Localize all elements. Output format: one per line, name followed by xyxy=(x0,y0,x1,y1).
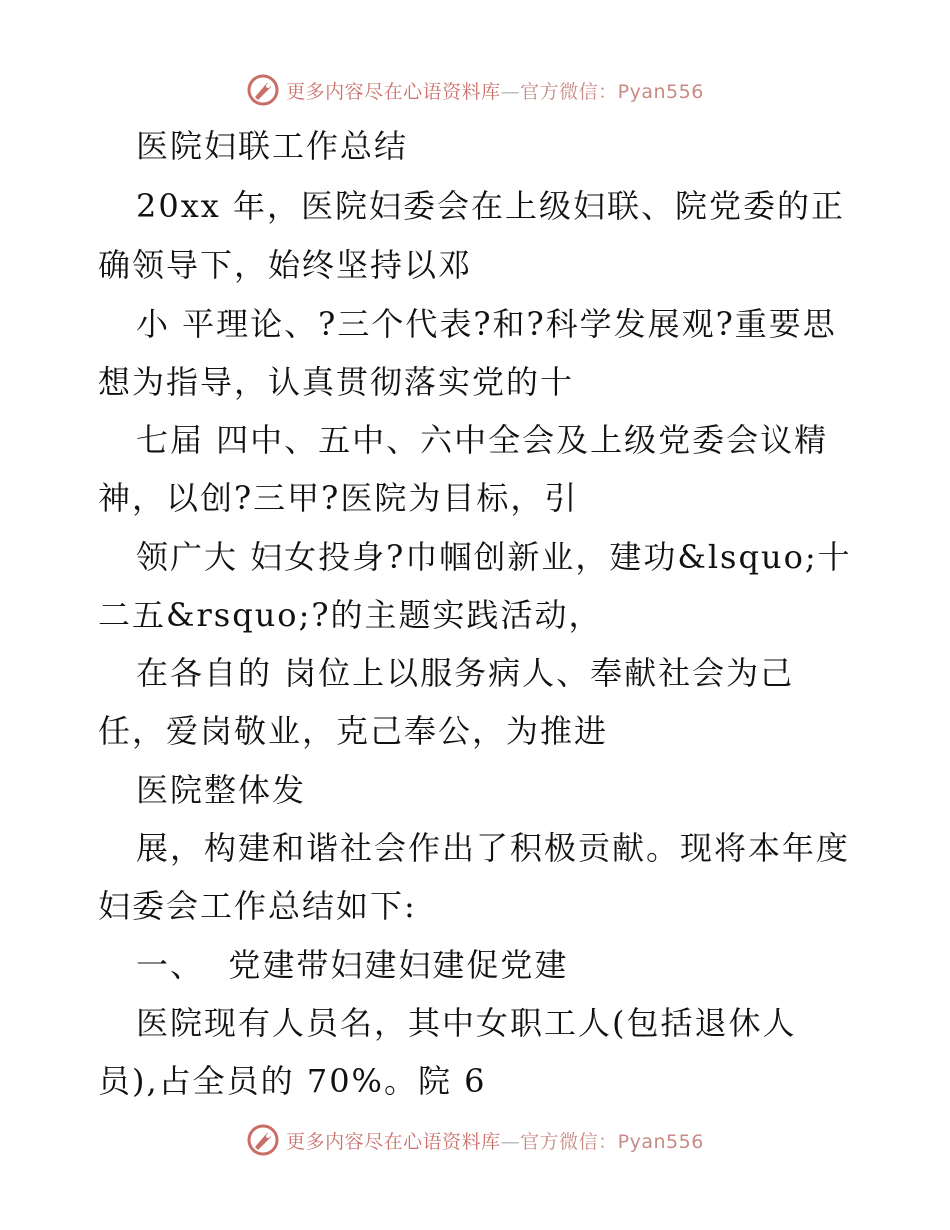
banner-contact-text: 官方微信：Pyan556 xyxy=(520,1130,704,1153)
paragraph-line: 二五&rsquo;?的主题实践活动， xyxy=(98,596,603,634)
pen-nib-circle-icon xyxy=(246,1123,280,1157)
paragraph-line: 小 平理论、?三个代表?和?科学发展观?重要思 xyxy=(136,305,837,343)
paragraph-line: 七届 四中、五中、六中全会及上级党委会议精 xyxy=(136,421,829,459)
footer-banner xyxy=(0,1120,950,1160)
paragraph-line: 领广大 妇女投身?巾帼创新业，建功&lsquo;十 xyxy=(136,538,852,576)
paragraph-line: 任，爱岗敬业，克己奉公，为推进 xyxy=(98,712,609,750)
paragraph-line: 确领导下，始终坚持以邓 xyxy=(98,246,473,284)
banner-separator: — xyxy=(500,1130,521,1153)
paragraph-line: 妇委会工作总结如下: xyxy=(98,887,417,925)
paragraph-line: 医院整体发 xyxy=(136,771,307,809)
paragraph-line: 展，构建和谐社会作出了积极贡献。现将本年度 xyxy=(136,829,851,867)
banner-separator: — xyxy=(500,80,521,103)
paragraph-line: 20xx 年，医院妇委会在上级妇联、院党委的正 xyxy=(136,187,845,225)
document-title: 医院妇联工作总结 xyxy=(136,127,409,165)
paragraph-line: 在各自的 岗位上以服务病人、奉献社会为己 xyxy=(136,654,795,692)
paragraph-line: 医院现有人员名，其中女职工人(包括退休人 xyxy=(136,1004,797,1042)
banner-contact-text: 官方微信：Pyan556 xyxy=(520,80,704,103)
paragraph-line: 员),占全员的 70%。院 6 xyxy=(98,1062,487,1100)
paragraph-line: 想为指导，认真贯彻落实党的十 xyxy=(98,363,575,401)
paragraph-line: 神，以创?三甲?医院为目标，引 xyxy=(98,479,579,517)
section-heading: 一、 党建带妇建妇建促党建 xyxy=(136,946,569,984)
banner-brand-text: 更多内容尽在心语资料库 xyxy=(286,1130,501,1153)
banner-brand-text: 更多内容尽在心语资料库 xyxy=(286,80,501,103)
banner-text xyxy=(286,1127,704,1154)
